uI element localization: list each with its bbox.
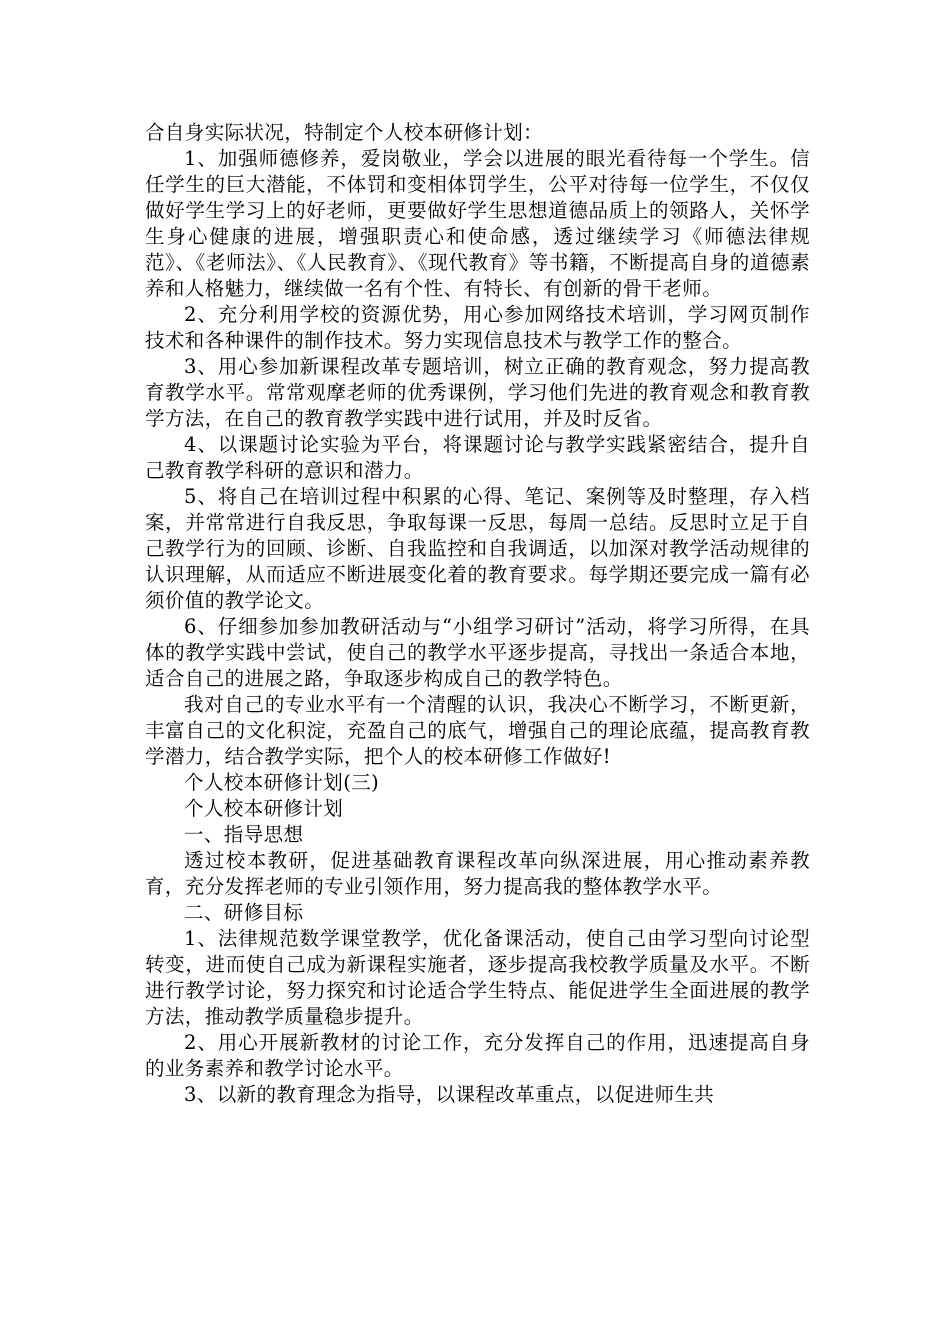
paragraph-3: 3、用心参加新课程改革专题培训，树立正确的教育观念，努力提高教育教学水平。常常观摩老师的优秀课例，学习他们先进的教育观念和教育教学方法，在自己的教育教学实践中进行试用，并及时反省。 [145,355,810,430]
section-subtitle: 个人校本研修计划 [184,797,344,820]
paragraph-13: 1、法律规范数学课堂教学，优化备课活动，使自己由学习型向讨论型转变，进而使自己成为新课程实施者，逐步提高我校教学质量及水平。不断进行教学讨论，努力探究和讨论适合学生特点、能促进学生全面进展的教学方法，推动教学质量稳步提升。 [145,927,810,1028]
paragraph-6: 6、仔细参加参加教研活动与“小组学习研讨”活动，将学习所得，在具体的教学实践中尝试，使自己的教学水平逐步提高，寻找出一条适合本地，适合自己的进展之路，争取逐步构成自己的教学特色。 [145,615,810,690]
paragraph-14: 2、用心开展新教材的讨论工作，充分发挥自己的作用，迅速提高自身的业务素养和教学讨论水平。 [145,1031,810,1080]
paragraph-0: 合自身实际状况，特制定个人校本研修计划： [145,121,544,144]
heading-guiding-thought: 一、指导思想 [184,823,304,846]
document-page [145,120,810,1108]
paragraph-4: 4、以课题讨论实验为平台，将课题讨论与教学实践紧密结合，提升自己教育教学科研的意识和潜力。 [145,433,810,482]
paragraph-1: 1、加强师德修养，爱岗敬业，学会以进展的眼光看待每一个学生。信任学生的巨大潜能，不体罚和变相体罚学生，公平对待每一位学生，不仅仅做好学生学习上的好老师，更要做好学生思想道德品质上的领路人，关怀学生身心健康的进展，增强职责心和使命感，透过继续学习《师德法律规范》、《老师法》、《人民教育》、《现代教育》等书籍，不断提高自身的道德素养和人格魅力，继续做一名有个性、有特长、有创新的骨干老师。 [145,147,810,300]
heading-research-goals: 二、研修目标 [184,901,304,924]
paragraph-11: 透过校本教研，促进基础教育课程改革向纵深进展，用心推动素养教育，充分发挥老师的专业引领作用，努力提高我的整体教学水平。 [145,849,810,898]
paragraph-7: 我对自己的专业水平有一个清醒的认识，我决心不断学习，不断更新，丰富自己的文化积淀，充盈自己的底气，增强自己的理论底蕴，提高教育教学潜力，结合教学实际，把个人的校本研修工作做好! [145,693,810,768]
paragraph-2: 2、充分利用学校的资源优势，用心参加网络技术培训，学习网页制作技术和各种课件的制作技术。努力实现信息技术与教学工作的整合。 [145,303,810,352]
paragraph-5: 5、将自己在培训过程中积累的心得、笔记、案例等及时整理，存入档案，并常常进行自我反思，争取每课一反思，每周一总结。反思时立足于自己教学行为的回顾、诊断、自我监控和自我调适，以加深对教学活动规律的认识理解，从而适应不断进展变化着的教育要求。每学期还要完成一篇有必须价值的教学论文。 [145,485,810,612]
paragraph-15: 3、以新的教育理念为指导，以课程改革重点，以促进师生共 [184,1083,715,1106]
section-title: 个人校本研修计划(三) [184,771,380,794]
